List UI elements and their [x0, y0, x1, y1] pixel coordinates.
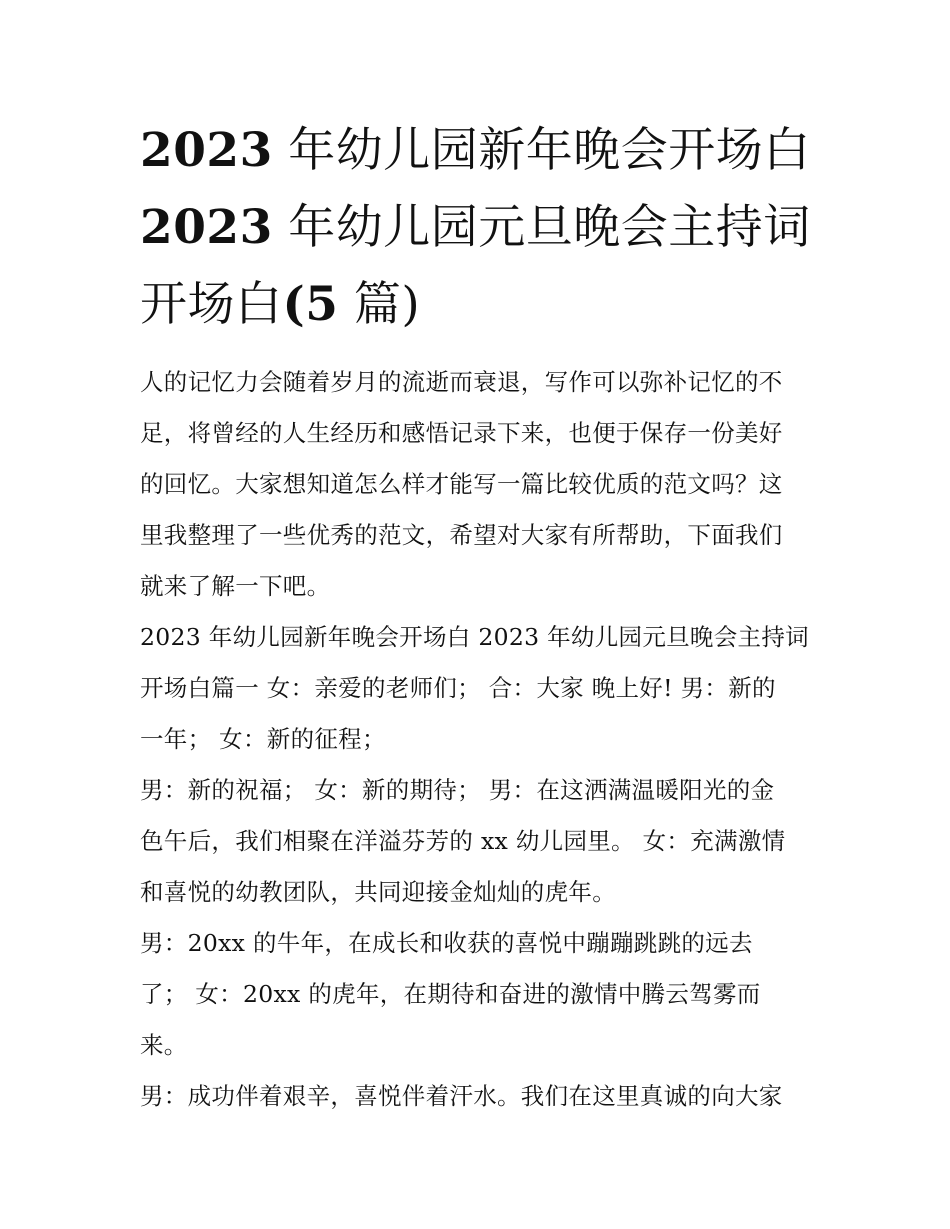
paragraph-line: 色午后，我们相聚在洋溢芬芳的 xx 幼儿园里。 女：充满激情 [140, 827, 786, 855]
title-year-1: 2023 [140, 123, 273, 178]
title-line-2 [140, 189, 820, 266]
paragraph-section-one [140, 612, 820, 765]
title-text-1: 年幼儿园新年晚会开场白 [288, 123, 811, 178]
paragraph-line: 来。 [140, 1031, 188, 1059]
title-count: (5 [282, 277, 339, 332]
paragraph-line: 人的记忆力会随着岁月的流逝而衰退，写作可以弥补记忆的不 [140, 368, 783, 396]
title-line-3 [140, 266, 820, 343]
title-text-3b: 篇) [353, 277, 421, 332]
paragraph-line: 男：新的祝福； 女：新的期待； 男：在这洒满温暖阳光的金 [140, 776, 775, 804]
paragraph-line: 男：成功伴着艰辛，喜悦伴着汗水。我们在这里真诚的向大家 [140, 1082, 783, 1110]
paragraph-line: 就来了解一下吧。 [140, 572, 331, 600]
paragraph-dialogue-3 [140, 1071, 820, 1122]
document-title [140, 112, 820, 343]
paragraph-line: 的回忆。大家想知道怎么样才能写一篇比较优质的范文吗？这 [140, 470, 783, 498]
title-text-3a: 开场白 [140, 277, 283, 332]
paragraph-line: 里我整理了一些优秀的范文，希望对大家有所帮助，下面我们 [140, 521, 783, 549]
title-text-2: 年幼儿园元旦晚会主持词 [288, 200, 811, 255]
document-body [140, 357, 820, 1122]
title-year-2: 2023 [140, 200, 273, 255]
paragraph-line: 开场白篇一 女：亲爱的老师们； 合：大家 晚上好! 男：新的 [140, 674, 776, 702]
paragraph-line: 2023 年幼儿园新年晚会开场白 2023 年幼儿园元旦晚会主持词 [140, 623, 809, 651]
document-page [140, 112, 820, 1122]
title-line-1 [140, 112, 820, 189]
paragraph-intro [140, 357, 820, 612]
paragraph-line: 了； 女：20xx 的虎年，在期待和奋进的激情中腾云驾雾而 [140, 980, 761, 1008]
paragraph-dialogue-1 [140, 765, 820, 918]
paragraph-line: 男：20xx 的牛年，在成长和收获的喜悦中蹦蹦跳跳的远去 [140, 929, 753, 957]
paragraph-line: 和喜悦的幼教团队，共同迎接金灿灿的虎年。 [140, 878, 616, 906]
paragraph-dialogue-2 [140, 918, 820, 1071]
paragraph-line: 一年； 女：新的征程； [140, 725, 386, 753]
paragraph-line: 足，将曾经的人生经历和感悟记录下来，也便于保存一份美好 [140, 419, 783, 447]
